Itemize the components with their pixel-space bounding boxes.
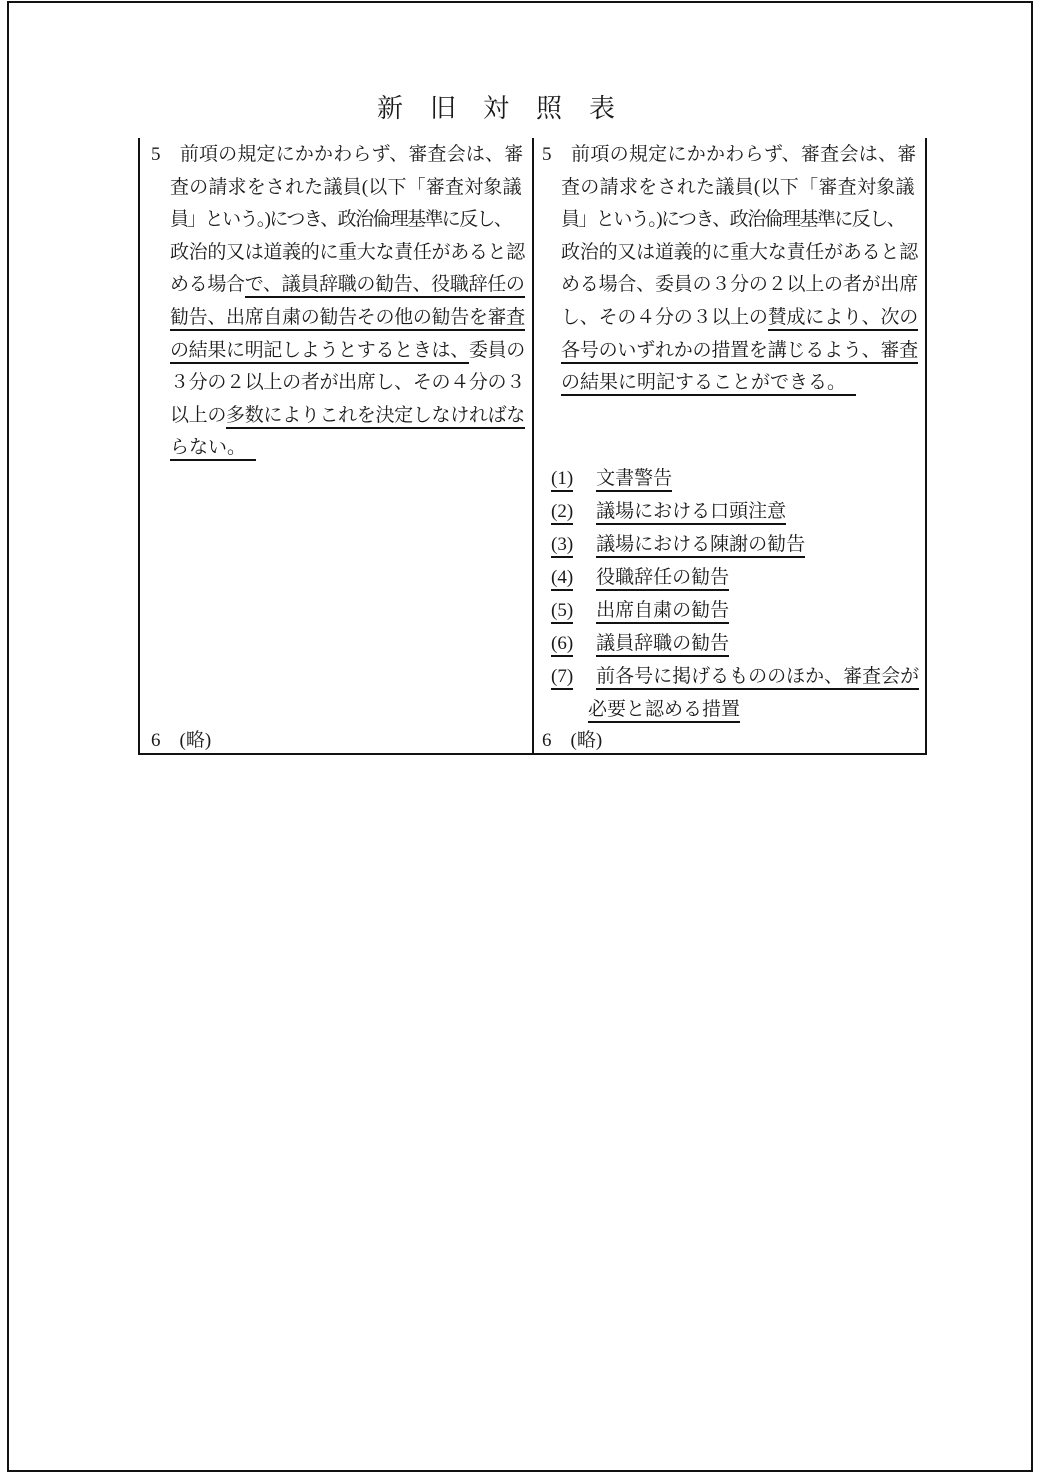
text-line xyxy=(151,367,525,400)
table-border-left xyxy=(138,138,140,755)
text-line xyxy=(151,172,525,205)
left-column-cell xyxy=(151,139,525,465)
list-item xyxy=(551,594,923,627)
text-line xyxy=(151,269,525,302)
plain-text: ３分の２以上の者が出席し、その４分の３ xyxy=(170,372,525,394)
underlined-text: 各号のいずれかの措置を講じるよう、審査 xyxy=(561,340,918,364)
plain-text: 査の請求をされた議員(以下「審査対象議 xyxy=(170,176,522,198)
text-line xyxy=(151,335,525,368)
plain-text: 政治的又は道義的に重大な責任があると認 xyxy=(561,241,919,263)
text-line xyxy=(542,139,918,172)
list-item xyxy=(551,462,923,495)
text-line xyxy=(542,302,918,335)
text-line xyxy=(542,204,918,237)
table-border-bottom xyxy=(138,753,927,755)
plain-text: める場合 xyxy=(170,274,245,296)
text-line xyxy=(542,367,918,400)
plain-text: める場合、委員の３分の２以上の者が出席 xyxy=(561,274,919,296)
list-item-number: (6) xyxy=(551,633,573,657)
list-item xyxy=(551,495,923,528)
right-column-footer: 6 (略) xyxy=(542,730,603,751)
underlined-text: 賛成により、次の xyxy=(768,307,918,331)
list-item xyxy=(551,561,923,594)
list-item-number: (5) xyxy=(551,600,573,624)
text-line xyxy=(542,172,918,205)
list-item-text: 必要と認める措置 xyxy=(588,699,740,723)
list-item-number: (4) xyxy=(551,567,573,591)
list-item-text: 議場における陳謝の勧告 xyxy=(596,534,805,558)
measures-list xyxy=(551,462,923,726)
underlined-text: 勧告、出席自粛の勧告その他の勧告を審査 xyxy=(170,307,525,331)
text-line xyxy=(151,302,525,335)
text-line xyxy=(151,432,525,465)
text-line xyxy=(151,139,525,172)
plain-text: 政治的又は道義的に重大な責任があると認 xyxy=(170,241,525,263)
text-line xyxy=(151,237,525,270)
table-border-right xyxy=(925,138,927,755)
text-line xyxy=(542,237,918,270)
list-item-number: (3) xyxy=(551,534,573,558)
list-item-text: 議員辞職の勧告 xyxy=(596,633,729,657)
text-line xyxy=(542,335,918,368)
underlined-text: の結果に明記しようとするときは、 xyxy=(170,340,469,364)
text-line xyxy=(151,204,525,237)
underlined-text: らない。 xyxy=(170,437,256,461)
plain-text: 員」という。)につき、政治倫理基準に反し、 xyxy=(170,209,512,231)
list-item-text: 議場における口頭注意 xyxy=(596,501,786,525)
list-item-text: 前各号に掲げるもののほか、審査会が xyxy=(596,666,919,690)
list-item xyxy=(551,660,923,693)
underlined-text: で、議員辞職の勧告、役職辞任の xyxy=(245,274,525,298)
text-line xyxy=(542,269,918,302)
plain-text: 委員の xyxy=(468,339,525,361)
left-column-footer: 6 (略) xyxy=(151,730,212,751)
list-item-number: (1) xyxy=(551,468,573,492)
list-item xyxy=(551,627,923,660)
list-item-number: (2) xyxy=(551,501,573,525)
text-line xyxy=(151,400,525,433)
list-item-text: 役職辞任の勧告 xyxy=(596,567,729,591)
underlined-text: の結果に明記することができる。 xyxy=(561,372,856,396)
plain-text: 5 前項の規定にかかわらず、審査会は、審 xyxy=(542,144,917,165)
plain-text: し、その４分の３以上の xyxy=(561,306,768,328)
right-column-cell xyxy=(542,139,918,400)
plain-text: 5 前項の規定にかかわらず、審査会は、審 xyxy=(151,144,524,165)
document-title: 新 旧 対 照 表 xyxy=(377,94,616,123)
column-divider xyxy=(532,138,534,755)
list-item-number: (7) xyxy=(551,666,573,690)
plain-text: 以上の xyxy=(170,404,227,426)
plain-text: 査の請求をされた議員(以下「審査対象議 xyxy=(561,176,915,198)
list-item-continuation xyxy=(551,693,923,726)
list-item-text: 文書警告 xyxy=(596,468,672,492)
list-item-text: 出席自粛の勧告 xyxy=(596,600,729,624)
plain-text: 員」という。)につき、政治倫理基準に反し、 xyxy=(561,209,905,231)
underlined-text: 多数によりこれを決定しなければな xyxy=(226,405,525,429)
list-item xyxy=(551,528,923,561)
